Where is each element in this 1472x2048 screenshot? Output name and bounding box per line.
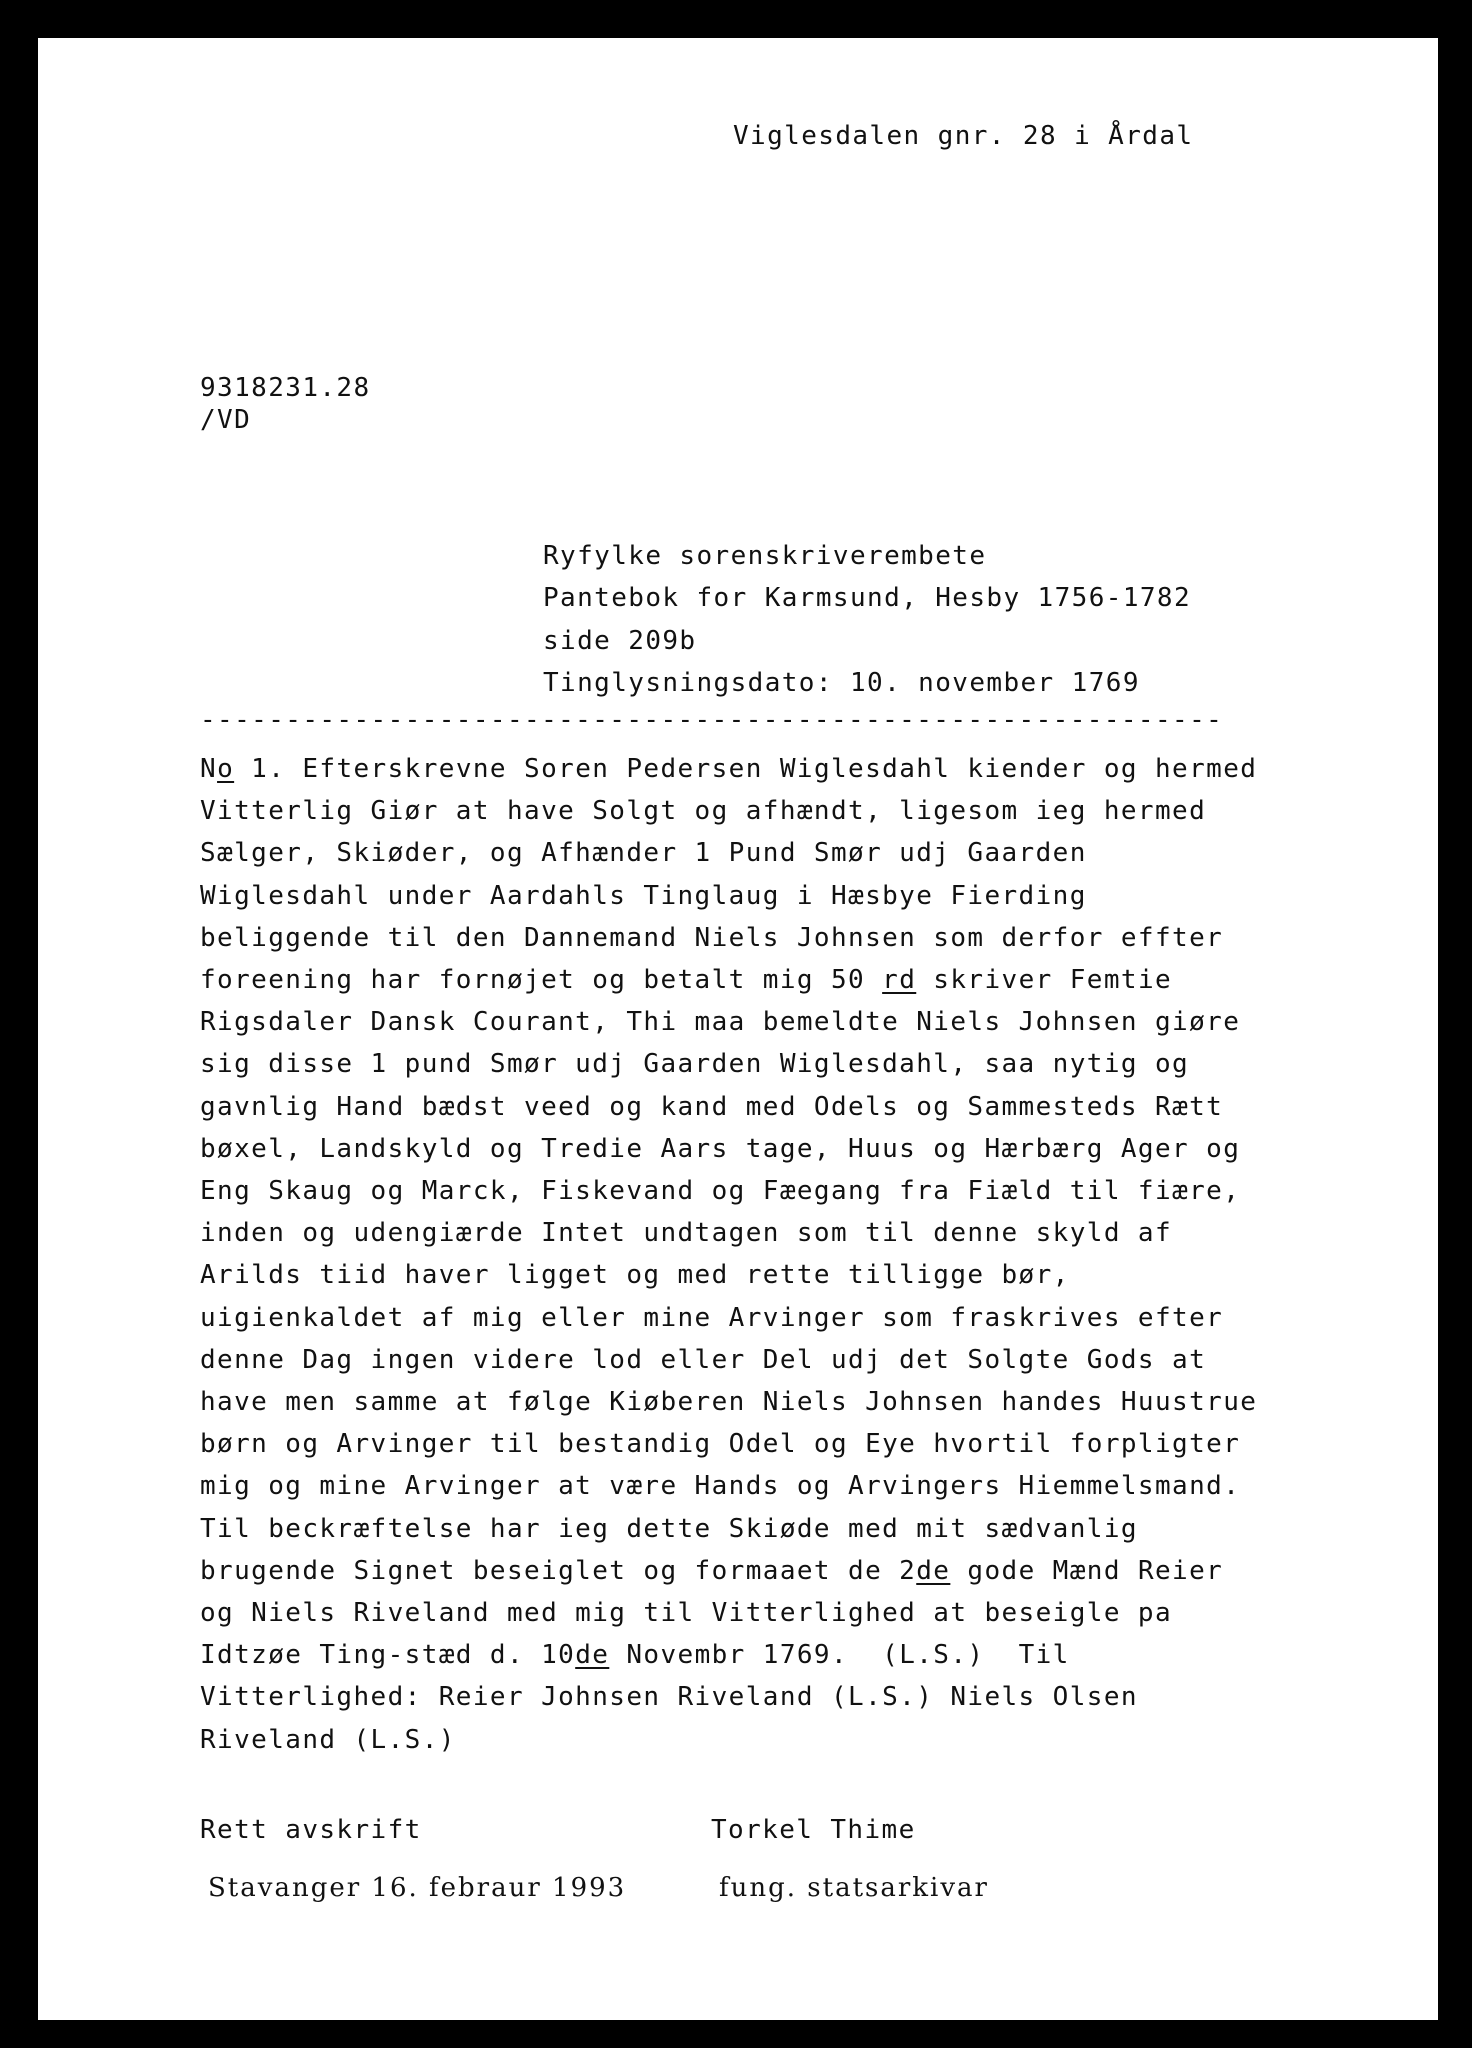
body-line: Wiglesdahl under Aardahls Tinglaug i Hæsbye Fierding: [200, 880, 1087, 911]
body-line: gavnlig Hand bædst veed og kand med Odels og Sammesteds Rætt: [200, 1091, 1224, 1122]
body-line: Til beckræftelse har ieg dette Skiøde med mit sædvanlig: [200, 1513, 1138, 1544]
certification-label: Rett avskrift: [200, 1815, 422, 1845]
registration-date: Tinglysningsdato: 10. november 1769: [543, 668, 1140, 698]
body-line: Sælger, Skiøder, og Afhænder 1 Pund Smør udj Gaarden: [200, 838, 1087, 869]
body-line: Riveland (L.S.): [200, 1724, 456, 1755]
body-line: Idtzøe Ting-stæd d. 10de Novembr 1769. (L.S.) Til: [200, 1640, 1070, 1671]
reference-initials: /VD: [200, 405, 252, 435]
body-line: No 1. Efterskrevne Soren Pedersen Wiglesdahl kiender og hermed: [200, 754, 1258, 784]
source-page: side 209b: [543, 626, 697, 656]
body-line: beliggende til den Dannemand Niels Johnsen som derfor effter: [200, 922, 1224, 953]
body-line: foreening har fornøjet og betalt mig 50 rd skriver Femtie: [200, 965, 1173, 996]
body-line: inden og udengiærde Intet undtagen som til denne skyld af: [200, 1218, 1173, 1249]
body-line: mig og mine Arvinger at være Hands og Arvingers Hiemmelsmand.: [200, 1471, 1241, 1502]
body-line: brugende Signet beseiglet og formaaet de 2de gode Mænd Reier: [200, 1555, 1224, 1586]
body-line: denne Dag ingen videre lod eller Del udj det Solgte Gods at: [200, 1344, 1207, 1375]
body-line: have men samme at følge Kiøberen Niels Johnsen handes Huustrue: [200, 1387, 1258, 1418]
body-line: bøxel, Landskyld og Tredie Aars tage, Huus og Hærbærg Ager og: [200, 1133, 1241, 1164]
source-office: Ryfylke sorenskriverembete: [543, 541, 987, 571]
source-book: Pantebok for Karmsund, Hesby 1756-1782: [543, 583, 1192, 613]
body-line: og Niels Riveland med mig til Vitterlighed at beseigle pa: [200, 1598, 1173, 1629]
certification-signer: Torkel Thime: [711, 1815, 916, 1845]
certification-title: fung. statsarkivar: [719, 1873, 989, 1903]
body-line: uigienkaldet af mig eller mine Arvinger som fraskrives efter: [200, 1302, 1224, 1333]
reference-number: 9318231.28: [200, 373, 371, 403]
body-line: børn og Arvinger til bestandig Odel og Eye hvortil forpligter: [200, 1429, 1241, 1460]
body-line: Arilds tiid haver ligget og med rette tilligge bør,: [200, 1260, 1070, 1291]
deed-transcription: [200, 748, 1380, 1761]
certification-place-date: Stavanger 16. febraur 1993: [208, 1873, 627, 1903]
body-line: sig disse 1 pund Smør udj Gaarden Wiglesdahl, saa nytig og: [200, 1049, 1190, 1080]
separator-line: ------------------------------------------------------------: [200, 705, 1224, 735]
document-header-title: Viglesdalen gnr. 28 i Årdal: [733, 121, 1194, 151]
body-line: Vitterlighed: Reier Johnsen Riveland (L.S.) Niels Olsen: [200, 1682, 1138, 1713]
body-line: Rigsdaler Dansk Courant, Thi maa bemeldte Niels Johnsen giøre: [200, 1007, 1241, 1038]
body-line: Eng Skaug og Marck, Fiskevand og Fæegang fra Fiæld til fiære,: [200, 1176, 1241, 1207]
body-line: Vitterlig Giør at have Solgt og afhændt, ligesom ieg hermed: [200, 796, 1207, 827]
